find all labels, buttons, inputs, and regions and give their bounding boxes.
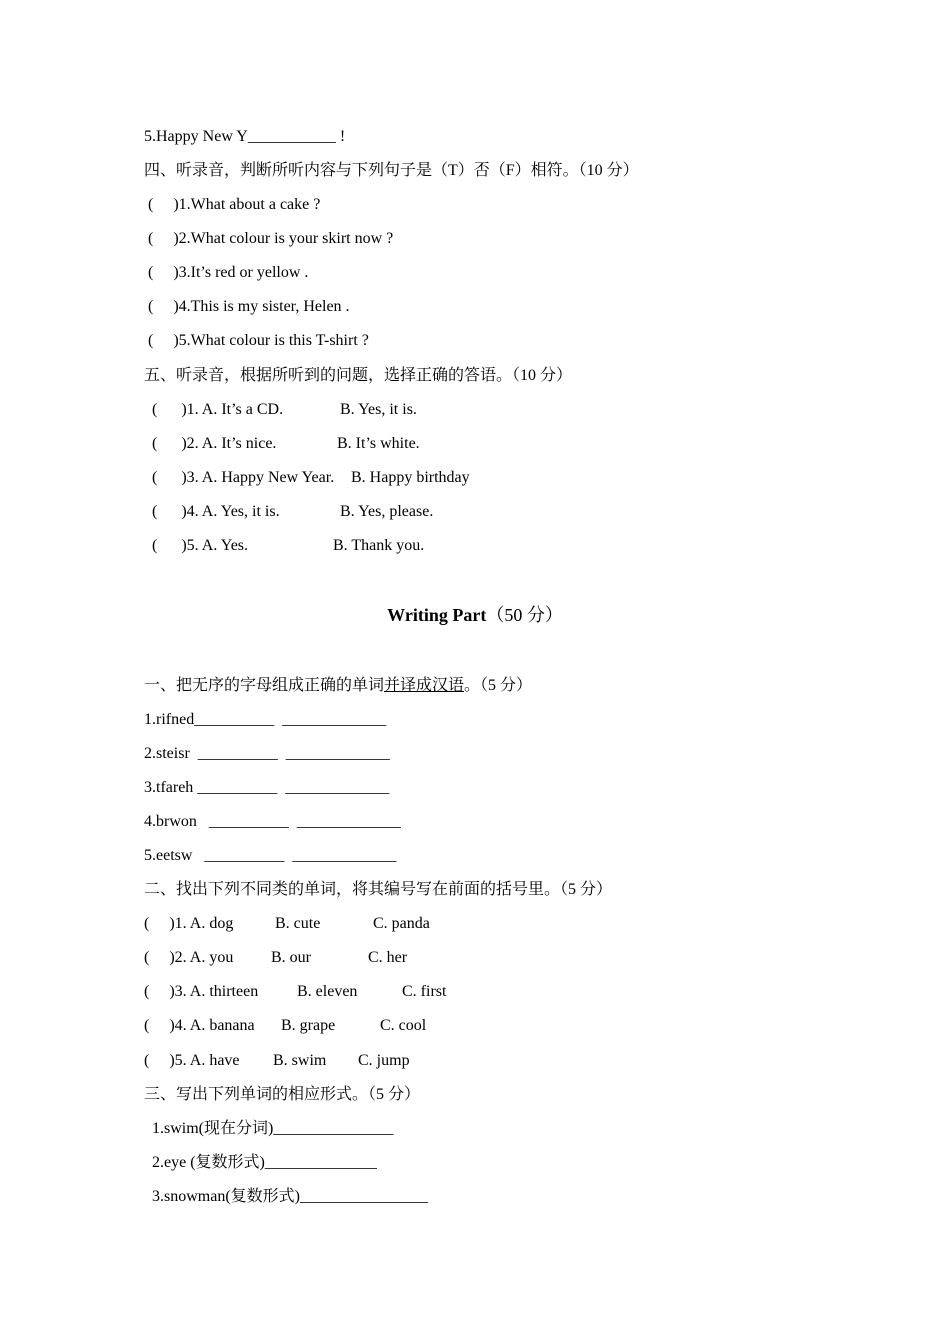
odd-one-item-b: B. our — [271, 949, 311, 966]
odd-one-item-a: ( )3. A. thirteen — [144, 983, 259, 1000]
writing-section-2-heading: 二、找出下列不同类的单词，将其编号写在前面的括号里。（5 分） — [144, 881, 613, 898]
answer-item-b: B. It’s white. — [337, 435, 420, 452]
tf-item: ( )4.This is my sister, Helen . — [148, 298, 350, 315]
scramble-item: 1.rifned__________ _____________ — [144, 711, 387, 728]
answer-item-a: ( )5. A. Yes. — [152, 537, 249, 554]
heading-text: 一、把无序的字母组成正确的单词 — [144, 677, 385, 694]
scramble-item: 4.brwon __________ _____________ — [144, 813, 401, 830]
title-score: （50 分） — [486, 605, 563, 625]
answer-item-b: B. Happy birthday — [351, 469, 470, 486]
answer-item-a: ( )3. A. Happy New Year. — [152, 469, 335, 486]
odd-one-item-b: B. cute — [275, 915, 321, 932]
scramble-item: 5.eetsw __________ _____________ — [144, 847, 397, 864]
odd-one-item-c: C. first — [402, 983, 447, 1000]
word-form-item: 2.eye (复数形式)______________ — [152, 1154, 377, 1171]
scramble-item: 2.steisr __________ _____________ — [144, 745, 390, 762]
word-form-item: 3.snowman(复数形式)________________ — [152, 1188, 428, 1205]
odd-one-item-a: ( )5. A. have — [144, 1052, 240, 1069]
tf-item: ( )5.What colour is this T-shirt ? — [148, 332, 369, 349]
answer-item-b: B. Yes, please. — [340, 503, 434, 520]
title-bold: Writing Part — [387, 605, 487, 625]
answer-item-a: ( )1. A. It’s a CD. — [152, 401, 284, 418]
odd-one-item-b: B. eleven — [297, 983, 358, 1000]
odd-one-item-a: ( )1. A. dog — [144, 915, 234, 932]
scramble-item: 3.tfareh __________ _____________ — [144, 779, 390, 796]
tf-item: ( )2.What colour is your skirt now ? — [148, 230, 394, 247]
odd-one-item-c: C. cool — [380, 1017, 427, 1034]
section-4-heading: 四、听录音，判断所听内容与下列句子是（T）否（F）相符。（10 分） — [144, 162, 639, 179]
writing-section-3-heading: 三、写出下列单词的相应形式。（5 分） — [144, 1086, 421, 1103]
heading-score: 。（5 分） — [464, 677, 533, 694]
answer-item-b: B. Thank you. — [333, 537, 425, 554]
odd-one-item-c: C. panda — [373, 915, 430, 932]
section-5-heading: 五、听录音，根据所听到的问题，选择正确的答语。（10 分） — [144, 367, 573, 384]
odd-one-item-c: C. jump — [358, 1052, 410, 1069]
odd-one-item-a: ( )2. A. you — [144, 949, 234, 966]
heading-underlined: 并译成汉语 — [384, 677, 465, 694]
odd-one-item-b: B. swim — [273, 1052, 327, 1069]
odd-one-item-a: ( )4. A. banana — [144, 1017, 255, 1034]
tf-item: ( )1.What about a cake ? — [148, 196, 321, 213]
writing-part-title — [0, 604, 950, 626]
writing-section-1-heading — [144, 676, 532, 696]
answer-item-a: ( )2. A. It’s nice. — [152, 435, 277, 452]
answer-item-a: ( )4. A. Yes, it is. — [152, 503, 280, 520]
odd-one-item-b: B. grape — [281, 1017, 336, 1034]
fill-line-5: 5.Happy New Y___________ ! — [144, 128, 346, 145]
tf-item: ( )3.It’s red or yellow . — [148, 264, 309, 281]
odd-one-item-c: C. her — [368, 949, 408, 966]
answer-item-b: B. Yes, it is. — [340, 401, 417, 418]
word-form-item: 1.swim(现在分词)_______________ — [152, 1120, 394, 1137]
